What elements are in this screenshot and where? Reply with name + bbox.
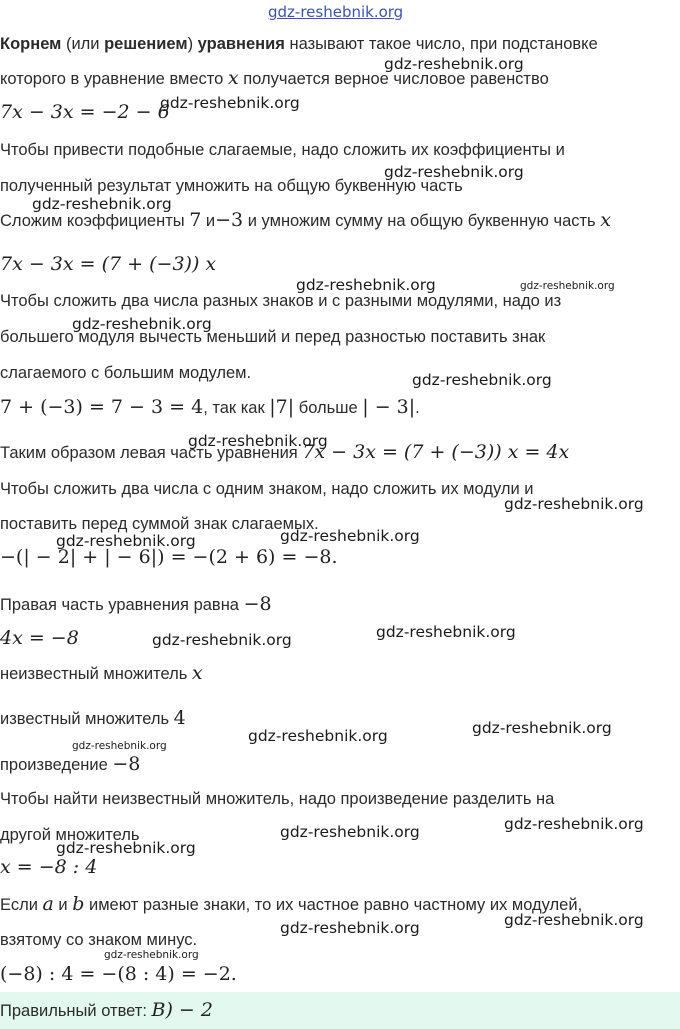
watermark: gdz-reshebnik.org	[188, 432, 328, 450]
answer-box	[0, 992, 680, 1029]
equation-original: 7x − 3x = −2 − 6	[0, 101, 170, 123]
watermark: gdz-reshebnik.org	[72, 315, 212, 333]
term-root: Корнем	[0, 35, 62, 53]
watermark: gdz-reshebnik.org	[504, 495, 644, 513]
paragraph-left-side: Таким образом левая часть уравнения 7x − 3x = (7 + (−3)) x = 4x	[0, 441, 570, 463]
answer-value: B) − 2	[151, 999, 213, 1021]
rule-quotient-line2: взятому со знаком минус.	[0, 931, 198, 949]
watermark: gdz-reshebnik.org	[520, 280, 615, 292]
watermark-link[interactable]: gdz-reshebnik.org	[268, 3, 404, 21]
watermark: gdz-reshebnik.org	[104, 949, 199, 961]
term-equation: уравнения	[197, 35, 285, 53]
label-known-factor: известный множитель 4	[0, 707, 186, 729]
rule-division-line1: Чтобы найти неизвестный множитель, надо произведение разделить на	[0, 790, 555, 808]
watermark: gdz-reshebnik.org	[384, 163, 524, 181]
watermark: gdz-reshebnik.org	[504, 815, 644, 833]
watermark: gdz-reshebnik.org	[56, 839, 196, 857]
math-x: x	[227, 67, 239, 89]
watermark: gdz-reshebnik.org	[152, 631, 292, 649]
paragraph-definition: Корнем (или решением) уравнения называют такое число, при подстановке	[0, 35, 598, 53]
watermark: gdz-reshebnik.org	[296, 276, 436, 294]
watermark: gdz-reshebnik.org	[280, 823, 420, 841]
watermark: gdz-reshebnik.org	[72, 740, 167, 752]
watermark: gdz-reshebnik.org	[376, 623, 516, 641]
rule-same-sign-line2: поставить перед суммой знак слагаемых.	[0, 515, 319, 533]
watermark: gdz-reshebnik.org	[384, 55, 524, 73]
rule-different-signs-line2: большего модуля вычесть меньший и перед разностью поставить знак	[0, 328, 546, 346]
watermark: gdz-reshebnik.org	[32, 195, 172, 213]
rule-like-terms-line2: полученный результат умножить на общую буквенную часть	[0, 177, 463, 195]
equation-simplified: 4x = −8	[0, 627, 79, 649]
paragraph-definition-line2: которого в уравнение вместо x получается верное числовое равенство	[0, 67, 549, 89]
equation-right-side: −(| − 2| + | − 6|) = −(2 + 6) = −8.	[0, 546, 338, 568]
watermark: gdz-reshebnik.org	[280, 527, 420, 545]
rule-different-signs-line1: Чтобы сложить два числа разных знаков и с разными модулями, надо из	[0, 292, 562, 310]
equation-result: (−8) : 4 = −(8 : 4) = −2.	[0, 963, 237, 985]
watermark: gdz-reshebnik.org	[504, 911, 644, 929]
equation-division: x = −8 : 4	[0, 856, 98, 878]
label-product: произведение −8	[0, 753, 141, 775]
rule-like-terms-line1: Чтобы привести подобные слагаемые, надо сложить их коэффициенты и	[0, 141, 565, 159]
equation-factored: 7x − 3x = (7 + (−3)) x	[0, 253, 217, 275]
rule-quotient-line1: Если a и b имеют разные знаки, то их частное равно частному их модулей,	[0, 893, 583, 915]
watermark: gdz-reshebnik.org	[56, 532, 196, 550]
rule-different-signs-line3: слагаемого с большим модулем.	[0, 364, 252, 382]
term-solution: решением	[104, 35, 188, 53]
rule-division-line2: другой множитель	[0, 826, 140, 844]
watermark: gdz-reshebnik.org	[472, 719, 612, 737]
equation-sum: 7 + (−3) = 7 − 3 = 4, так как |7| больше | − 3|.	[0, 396, 420, 418]
paragraph-right-side: Правая часть уравнения равна −8	[0, 593, 272, 615]
answer-label: Правильный ответ:	[0, 1002, 152, 1020]
answer-line	[0, 1000, 680, 1021]
watermark: gdz-reshebnik.org	[280, 919, 420, 937]
paragraph-coefficients: Сложим коэффициенты 7 и−3 и умножим сумму на общую буквенную часть x	[0, 209, 611, 231]
watermark: gdz-reshebnik.org	[248, 727, 388, 745]
label-unknown-factor: неизвестный множитель x	[0, 662, 203, 684]
watermark: gdz-reshebnik.org	[412, 371, 552, 389]
rule-same-sign-line1: Чтобы сложить два числа с одним знаком, надо сложить их модули и	[0, 480, 534, 498]
watermark: gdz-reshebnik.org	[160, 94, 300, 112]
